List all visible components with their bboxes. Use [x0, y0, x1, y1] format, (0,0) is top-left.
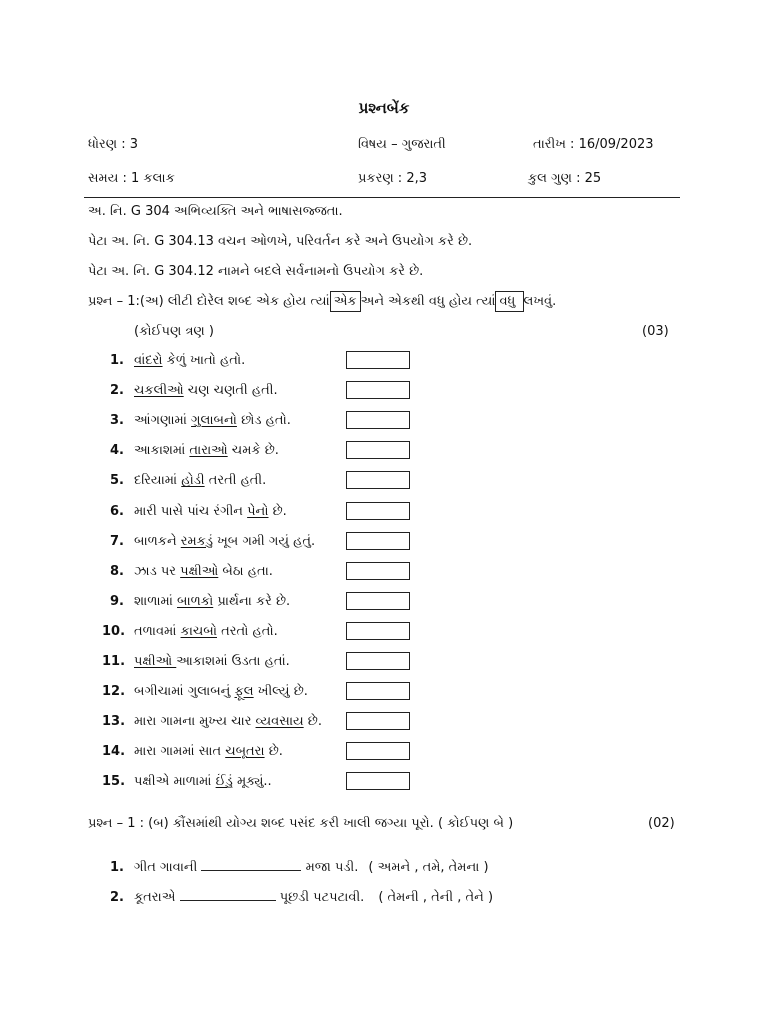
- question-item: [102, 563, 273, 581]
- learning-outcome: અ. નિ. G 304 અભિવ્યક્તિ અને ભાષાસજ્જતા.: [88, 204, 343, 219]
- question-item: [102, 773, 272, 791]
- item-text-post: ચણ ચણતી હતી.: [183, 383, 278, 399]
- answer-box[interactable]: [346, 622, 410, 640]
- item-text-pre: મારા ગામના મુખ્ય ચાર: [134, 714, 256, 730]
- header-subject: વિષય – ગુજરાતી: [358, 137, 446, 152]
- q1-text-pre: પ્રશ્ન – 1:(અ) લીટી દોરેલ શબ્દ એક હોય ત્યાં: [88, 294, 330, 309]
- item-text-pre: મારા ગામમાં સાત: [134, 744, 226, 760]
- answer-blank[interactable]: [180, 888, 276, 901]
- answer-box[interactable]: [346, 592, 410, 610]
- item-text-pre: શાળામાં: [134, 593, 178, 609]
- q1-box-vadhu: વધુ: [495, 291, 523, 312]
- question-1a-instruction: [88, 293, 556, 311]
- answer-box[interactable]: [346, 652, 410, 670]
- question-item: [102, 713, 322, 731]
- item-options: ( અમને , તમે, તેમના ): [368, 860, 489, 875]
- item-text-post: છે.: [303, 714, 322, 730]
- header-marks: કુલ ગુણ : 25: [528, 171, 602, 186]
- item-text-post: મૂક્યું..: [232, 774, 272, 790]
- answer-box[interactable]: [346, 351, 410, 369]
- question-item: [102, 412, 291, 430]
- item-number: 1.: [110, 353, 124, 368]
- q1-text-post: લખવું.: [523, 294, 557, 309]
- header-date: તારીખ : 16/09/2023: [533, 137, 654, 152]
- underlined-word: કાચબો: [180, 623, 217, 639]
- fill-blank-item: [102, 858, 489, 877]
- item-number: 3.: [110, 413, 124, 429]
- q1-box-ek: એક: [330, 291, 361, 312]
- answer-box[interactable]: [346, 502, 410, 520]
- item-text-post: છે.: [268, 503, 287, 519]
- fill-blank-item: [102, 888, 493, 907]
- question-item: [102, 442, 279, 460]
- header-chapter: પ્રકરણ : 2,3: [358, 171, 427, 186]
- item-number: 4.: [110, 443, 124, 459]
- question-item: [102, 743, 283, 761]
- item-text-post: મજા પડી.: [301, 860, 359, 875]
- item-text-pre: આકાશમાં: [134, 443, 190, 459]
- item-options: ( તેમની , તેની , તેને ): [378, 890, 494, 905]
- item-text-pre: કૂતરાએ: [134, 890, 180, 905]
- answer-box[interactable]: [346, 742, 410, 760]
- item-text-pre: બાળકને: [134, 533, 181, 549]
- underlined-word: રમકડું: [180, 533, 213, 549]
- question-item: [102, 653, 290, 671]
- sub-outcome-2: પેટા અ. નિ. G 304.12 નામને બદલે સર્વનામનો ઉપયોગ કરે છે.: [88, 264, 424, 279]
- underlined-word: ગુલાબનો: [191, 413, 237, 429]
- item-text-post: ચમકે છે.: [227, 443, 279, 459]
- item-text-post: કેળું ખાતો હતો.: [162, 353, 246, 368]
- item-text-pre: દરિયામાં: [134, 473, 182, 489]
- sub-outcome-1: પેટા અ. નિ. G 304.13 વચન ઓળખે, પરિવર્તન કરે અને ઉપયોગ કરે છે.: [88, 234, 473, 249]
- item-text-post: છે.: [264, 744, 283, 760]
- underlined-word: ચકલીઓ: [134, 383, 184, 399]
- item-text-post: તરતો હતો.: [217, 623, 278, 639]
- answer-box[interactable]: [346, 381, 410, 399]
- underlined-word: તારાઓ: [189, 443, 228, 459]
- item-number: 12.: [102, 684, 126, 700]
- question-item: [102, 472, 266, 490]
- item-number: 7.: [110, 533, 124, 549]
- header-std: ધોરણ : 3: [88, 137, 139, 152]
- item-number: 15.: [102, 774, 126, 790]
- underlined-word: ફૂલ: [234, 684, 254, 700]
- underlined-word: પક્ષીઓ: [180, 563, 219, 579]
- underlined-word: વ્યવસાય: [255, 714, 304, 730]
- question-item: [102, 623, 278, 641]
- item-number: 8.: [110, 563, 124, 579]
- question-1b-instruction: પ્રશ્ન – 1 : (બ) કૌંસમાંથી યોગ્ય શબ્દ પસંદ કરી ખાલી જગ્યા પૂરો. ( કોઈપણ બે ): [88, 816, 514, 831]
- item-text-post: તરતી હતી.: [204, 473, 267, 489]
- question-item: [102, 533, 315, 551]
- item-number: 2.: [110, 383, 124, 399]
- item-text-pre: બગીચામાં ગુલાબનું: [134, 684, 235, 700]
- underlined-word: હોડી: [181, 473, 205, 489]
- underlined-word: વાંદરો: [134, 353, 163, 368]
- answer-box[interactable]: [346, 471, 410, 489]
- answer-box[interactable]: [346, 411, 410, 429]
- item-text-pre: મારી પાસે પાંચ રંગીન: [134, 503, 248, 519]
- item-text-pre: આંગણામાં: [134, 413, 192, 429]
- question-item: [102, 593, 290, 611]
- answer-box[interactable]: [346, 772, 410, 790]
- question-item: [102, 352, 245, 370]
- item-text-post: ખીલ્યું છે.: [253, 684, 308, 700]
- item-text-pre: ઝાડ પર: [134, 563, 181, 579]
- item-text-pre: તળાવમાં: [134, 623, 181, 639]
- q1-text-mid: અને એકથી વધુ હોય ત્યાં: [360, 294, 496, 309]
- item-number: 11.: [102, 654, 126, 669]
- item-number: 2.: [110, 890, 124, 905]
- item-number: 5.: [110, 473, 124, 489]
- underlined-word: બાળકો: [177, 593, 214, 609]
- question-1b-marks: (02): [648, 816, 675, 831]
- item-number: 1.: [110, 860, 124, 875]
- page-title: પ્રશ્નબેંક: [358, 99, 410, 117]
- item-text-pre: ગીત ગાવાની: [134, 860, 202, 875]
- item-number: 14.: [102, 744, 126, 760]
- item-number: 9.: [110, 593, 124, 609]
- question-item: [102, 503, 287, 521]
- item-text-pre: પક્ષીએ માળામાં: [134, 774, 216, 790]
- item-text-post: પ્રાર્થના કરે છે.: [213, 593, 291, 609]
- item-text-post: છોડ હતો.: [236, 413, 291, 429]
- item-text-post: પૂછડી પટપટાવી.: [275, 890, 365, 905]
- answer-box[interactable]: [346, 441, 410, 459]
- underlined-word: પક્ષીઓ: [134, 654, 177, 669]
- item-text-post: બેઠા હતા.: [218, 563, 273, 579]
- underlined-word: પેનો: [247, 503, 269, 519]
- item-number: 10.: [102, 623, 126, 639]
- item-text-post: ખૂબ ગમી ગયું હતું.: [212, 533, 316, 549]
- answer-box[interactable]: [346, 562, 410, 580]
- header-divider: [84, 197, 680, 198]
- item-number: 13.: [102, 714, 126, 730]
- question-1a-marks: (03): [642, 324, 669, 339]
- answer-box[interactable]: [346, 682, 410, 700]
- underlined-word: ઈંડું: [215, 774, 233, 790]
- item-number: 6.: [110, 503, 124, 519]
- answer-box[interactable]: [346, 712, 410, 730]
- answer-blank[interactable]: [201, 858, 301, 871]
- question-item: [102, 382, 278, 400]
- question-1a-choice: (કોઈપણ ત્રણ ): [134, 324, 214, 339]
- item-text-post: આકાશમાં ઉડતા હતાં.: [176, 654, 290, 669]
- question-item: [102, 683, 308, 701]
- underlined-word: ચબૂતરા: [225, 744, 265, 760]
- header-time: સમય : 1 કલાક: [88, 171, 175, 186]
- answer-box[interactable]: [346, 532, 410, 550]
